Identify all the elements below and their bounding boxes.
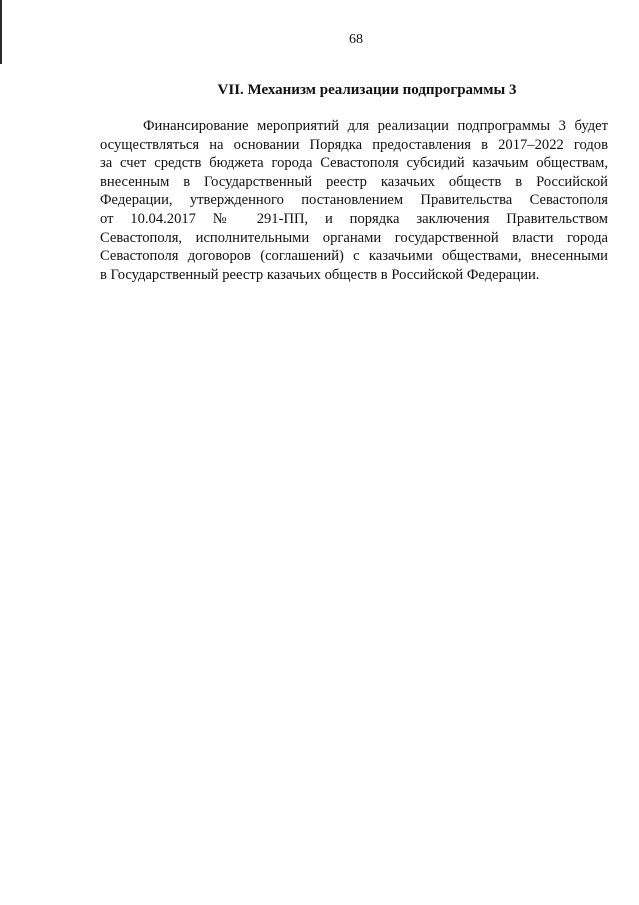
paragraph-line: осуществляться на основании Порядка предоставления в 2017–2022 годов [100, 136, 608, 153]
body-paragraph [100, 117, 608, 284]
paragraph-line: за счет средств бюджета города Севастополя субсидий казачьим обществам, [100, 155, 608, 172]
paragraph-line: Федерации, утвержденного постановлением Правительства Севастополя [100, 192, 608, 209]
paragraph-line: в Государственный реестр казачьих обществ в Российской Федерации. [100, 266, 540, 283]
section-title: VII. Механизм реализации подпрограммы 3 [217, 82, 517, 98]
paragraph-line: Севастополя договоров (соглашений) с казачьими обществами, внесенными [100, 248, 608, 265]
page-number: 68 [349, 32, 363, 47]
paragraph-line: внесенным в Государственный реестр казачьих обществ в Российской [100, 173, 608, 190]
paragraph-line: от 10.04.2017 № 291-ПП, и порядка заключения Правительством [100, 210, 608, 227]
paragraph-line: Финансирование мероприятий для реализации подпрограммы 3 будет [143, 118, 608, 134]
paragraph-line: Севастополя, исполнительными органами государственной власти города [100, 229, 608, 246]
